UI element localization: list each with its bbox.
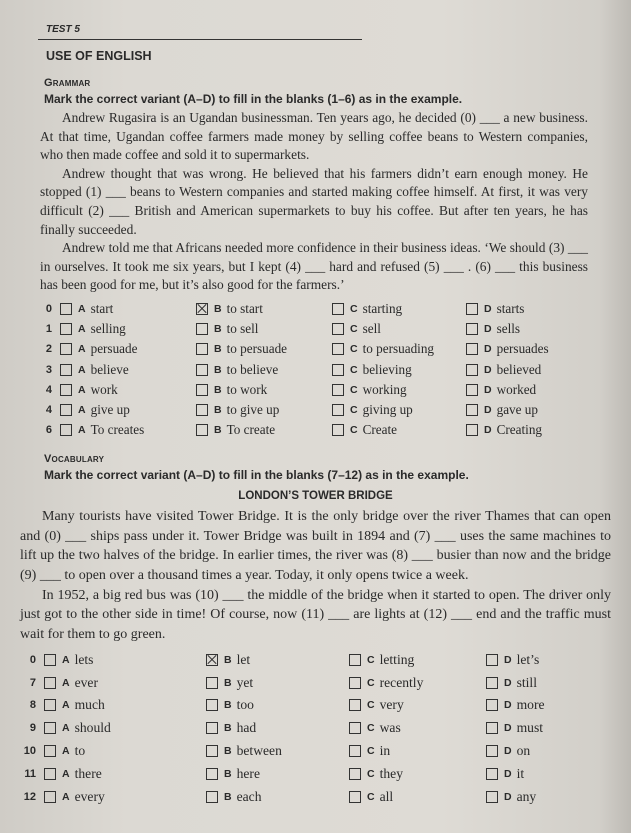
passage-paragraph: Andrew Rugasira is an Ugandan businessman. Ten years ago, he decided (0) ___ a new business. At that time, Ugandan coffee farmers made money by selling coffee beans to Western companies, who then made coffee and sold it to supermarkets. (40, 110, 588, 163)
option-letter: A (78, 343, 86, 356)
option-letter: C (367, 722, 375, 735)
option-d[interactable] (466, 301, 596, 317)
question-number: 2 (45, 343, 52, 356)
checkbox[interactable] (466, 384, 478, 396)
option-letter: D (484, 343, 492, 356)
option-c[interactable] (332, 341, 466, 357)
option-letter: A (78, 363, 86, 376)
option-letter: B (224, 676, 232, 689)
checkbox[interactable] (486, 791, 498, 803)
passage-paragraph: Andrew thought that was wrong. He believed that his farmers didn’t earn enough money. He stopped (1) ___ beans to Western companies and started making coffee himself. At first, it was very difficult (2) ___ British and American supermarkets to buy his coffee. But after ten years, he has finally succeeded. (40, 165, 588, 237)
option-letter: C (350, 323, 358, 336)
option-text: let (236, 651, 251, 667)
option-b[interactable] (206, 766, 349, 782)
option-text: to (74, 742, 86, 758)
option-letter: C (350, 403, 358, 416)
checkbox[interactable] (60, 404, 72, 416)
option-letter: B (214, 424, 222, 437)
checkbox[interactable] (60, 323, 72, 335)
option-c[interactable] (332, 422, 466, 438)
option-text: very (379, 697, 404, 713)
option-b[interactable] (196, 321, 332, 337)
option-text: any (516, 788, 537, 804)
option-text: sell (362, 321, 381, 337)
question-row (36, 380, 611, 400)
option-letter: A (62, 676, 70, 689)
checkbox[interactable] (206, 768, 218, 780)
option-a[interactable] (44, 720, 206, 736)
option-letter: A (78, 403, 86, 416)
option-b[interactable] (206, 789, 349, 805)
checkbox[interactable] (349, 722, 361, 734)
option-b[interactable] (196, 301, 332, 317)
option-text: work (90, 381, 118, 397)
option-letter: B (224, 767, 232, 780)
option-d[interactable] (466, 362, 596, 378)
story-title: LONDON’S TOWER BRIDGE (238, 490, 393, 503)
option-text: ever (74, 674, 98, 690)
option-letter: A (62, 790, 70, 803)
option-letter: A (78, 383, 86, 396)
checkbox[interactable] (44, 699, 56, 711)
option-letter: B (214, 363, 222, 376)
option-text: recently (379, 674, 424, 690)
checkbox[interactable] (349, 677, 361, 689)
option-letter: A (62, 744, 70, 757)
option-letter: B (214, 343, 222, 356)
option-text: must (516, 720, 544, 736)
option-a[interactable] (60, 341, 196, 357)
question-number: 7 (29, 676, 36, 689)
grammar-options (36, 299, 611, 440)
option-text: To creates (90, 422, 145, 438)
option-d[interactable] (486, 697, 606, 713)
option-letter: C (367, 653, 375, 666)
checkbox[interactable] (196, 323, 208, 335)
passage-paragraph: Andrew told me that Africans needed more confidence in their business ideas. ‘We should (3) ___ in ourselves. It took me six years, but I kept (4) ___ hard and refused (5) ___ . (6) ___ this business has been good for me, but it’s also good for the farmers.’ (40, 240, 588, 293)
checkbox[interactable] (44, 722, 56, 734)
test-label: TEST 5 (46, 24, 80, 35)
option-letter: B (224, 744, 232, 757)
option-text: letting (379, 651, 415, 667)
checkbox[interactable] (196, 343, 208, 355)
option-letter: C (350, 343, 358, 356)
checkbox[interactable] (206, 791, 218, 803)
option-c[interactable] (349, 743, 486, 759)
option-letter: D (504, 699, 512, 712)
option-text: on (516, 742, 531, 758)
option-text: believed (496, 361, 542, 377)
option-d[interactable] (486, 766, 606, 782)
vocabulary-heading: Vocabulary (44, 453, 105, 466)
question-row (20, 694, 611, 717)
checkbox[interactable] (466, 343, 478, 355)
option-c[interactable] (349, 789, 486, 805)
question-number: 8 (29, 699, 36, 712)
option-letter: B (214, 323, 222, 336)
section-title: USE OF ENGLISH (46, 49, 152, 63)
question-row (20, 717, 611, 740)
grammar-passage (40, 109, 588, 295)
option-letter: C (367, 744, 375, 757)
option-text: to give up (226, 401, 280, 417)
option-letter: A (78, 323, 86, 336)
option-letter: D (504, 722, 512, 735)
checkbox[interactable] (206, 699, 218, 711)
checkbox[interactable] (60, 364, 72, 376)
question-row (36, 360, 611, 380)
checkbox[interactable] (332, 384, 344, 396)
option-letter: D (484, 403, 492, 416)
option-text: was (379, 720, 401, 736)
option-b[interactable] (196, 402, 332, 418)
option-text: had (236, 720, 257, 736)
option-b[interactable] (206, 652, 349, 668)
question-number: 6 (45, 424, 52, 437)
option-a[interactable] (60, 382, 196, 398)
checked-checkbox[interactable] (196, 303, 208, 315)
option-letter: D (504, 744, 512, 757)
option-a[interactable] (44, 675, 206, 691)
option-a[interactable] (60, 301, 196, 317)
option-b[interactable] (196, 362, 332, 378)
option-text: gave up (496, 401, 538, 417)
option-letter: D (484, 383, 492, 396)
option-c[interactable] (349, 652, 486, 668)
option-d[interactable] (466, 341, 596, 357)
header-divider (38, 39, 362, 40)
question-row (20, 785, 611, 808)
option-d[interactable] (466, 422, 596, 438)
option-letter: B (224, 722, 232, 735)
checkbox[interactable] (60, 303, 72, 315)
checkbox[interactable] (349, 745, 361, 757)
option-text: in (379, 742, 391, 758)
option-c[interactable] (332, 301, 466, 317)
option-c[interactable] (332, 382, 466, 398)
option-letter: B (224, 699, 232, 712)
option-b[interactable] (206, 675, 349, 691)
option-letter: A (62, 722, 70, 735)
option-letter: A (78, 303, 86, 316)
checkbox[interactable] (349, 699, 361, 711)
option-a[interactable] (60, 321, 196, 337)
checkbox[interactable] (44, 745, 56, 757)
question-number: 0 (29, 653, 36, 666)
option-b[interactable] (206, 697, 349, 713)
checkbox[interactable] (466, 303, 478, 315)
option-text: to believe (226, 361, 279, 377)
option-text: it (516, 765, 525, 781)
option-c[interactable] (332, 321, 466, 337)
option-c[interactable] (332, 362, 466, 378)
option-letter: B (214, 383, 222, 396)
option-letter: C (350, 383, 358, 396)
question-number: 12 (23, 790, 36, 803)
option-letter: D (504, 653, 512, 666)
option-text: should (74, 720, 111, 736)
option-letter: C (367, 699, 375, 712)
option-text: too (236, 697, 254, 713)
question-row (36, 400, 611, 420)
option-text: lets (74, 651, 94, 667)
option-d[interactable] (486, 789, 606, 805)
option-text: more (516, 697, 545, 713)
option-letter: D (484, 323, 492, 336)
checkbox[interactable] (206, 722, 218, 734)
option-b[interactable] (206, 720, 349, 736)
question-row (20, 740, 611, 763)
option-text: starting (362, 301, 403, 317)
option-text: let’s (516, 651, 540, 667)
checkbox[interactable] (60, 424, 72, 436)
checkbox[interactable] (349, 768, 361, 780)
option-d[interactable] (466, 402, 596, 418)
checkbox[interactable] (196, 424, 208, 436)
checkbox[interactable] (196, 404, 208, 416)
checkbox[interactable] (349, 791, 361, 803)
checkbox[interactable] (486, 677, 498, 689)
option-text: all (379, 788, 394, 804)
checkbox[interactable] (332, 343, 344, 355)
option-letter: C (367, 676, 375, 689)
option-text: between (236, 742, 282, 758)
question-row (20, 762, 611, 785)
option-text: still (516, 674, 537, 690)
question-row (36, 319, 611, 339)
option-text: there (74, 765, 102, 781)
checkbox[interactable] (44, 654, 56, 666)
option-c[interactable] (349, 720, 486, 736)
question-row (20, 648, 611, 671)
option-c[interactable] (349, 697, 486, 713)
option-letter: D (484, 424, 492, 437)
option-a[interactable] (44, 697, 206, 713)
option-text: to start (226, 301, 263, 317)
option-letter: B (214, 403, 222, 416)
option-text: starts (496, 301, 525, 317)
option-a[interactable] (60, 362, 196, 378)
question-number: 4 (45, 383, 52, 396)
question-number: 1 (45, 323, 52, 336)
option-text: Creating (496, 422, 543, 438)
option-letter: A (62, 653, 70, 666)
option-letter: B (224, 790, 232, 803)
option-d[interactable] (466, 321, 596, 337)
checkbox[interactable] (466, 424, 478, 436)
option-letter: C (367, 790, 375, 803)
option-d[interactable] (466, 382, 596, 398)
option-a[interactable] (44, 652, 206, 668)
checkbox[interactable] (332, 404, 344, 416)
option-text: believing (362, 361, 412, 377)
option-d[interactable] (486, 720, 606, 736)
option-text: they (379, 765, 403, 781)
checkbox[interactable] (44, 677, 56, 689)
option-text: persuades (496, 341, 549, 357)
question-number: 11 (24, 767, 36, 780)
checkbox[interactable] (332, 424, 344, 436)
option-c[interactable] (349, 766, 486, 782)
option-text: working (362, 381, 407, 397)
question-row (36, 420, 611, 440)
option-c[interactable] (349, 675, 486, 691)
checkbox[interactable] (466, 364, 478, 376)
option-text: giving up (362, 401, 413, 417)
option-letter: D (504, 676, 512, 689)
option-text: give up (90, 401, 130, 417)
option-d[interactable] (486, 743, 606, 759)
option-text: each (236, 788, 262, 804)
option-letter: D (504, 790, 512, 803)
option-a[interactable] (44, 766, 206, 782)
option-letter: B (224, 653, 232, 666)
vocabulary-instruction: Mark the correct variant (A–D) to fill in the blanks (7–12) as in the example. (44, 468, 469, 483)
question-number: 3 (45, 363, 52, 376)
option-b[interactable] (196, 341, 332, 357)
checkbox[interactable] (60, 343, 72, 355)
checkbox[interactable] (486, 745, 498, 757)
option-a[interactable] (44, 789, 206, 805)
checkbox[interactable] (466, 404, 478, 416)
vocabulary-options (20, 648, 611, 808)
option-a[interactable] (60, 422, 196, 438)
question-row (20, 671, 611, 694)
question-row (36, 339, 611, 359)
checkbox[interactable] (466, 323, 478, 335)
checkbox[interactable] (196, 384, 208, 396)
option-b[interactable] (196, 382, 332, 398)
option-text: believe (90, 361, 129, 377)
option-letter: A (78, 424, 86, 437)
checkbox[interactable] (332, 323, 344, 335)
checkbox[interactable] (60, 384, 72, 396)
option-c[interactable] (332, 402, 466, 418)
question-number: 0 (45, 303, 52, 316)
option-letter: D (484, 363, 492, 376)
option-letter: C (350, 303, 358, 316)
option-text: to sell (226, 321, 259, 337)
question-number: 10 (23, 744, 36, 757)
option-letter: A (62, 699, 70, 712)
option-b[interactable] (206, 743, 349, 759)
option-a[interactable] (60, 402, 196, 418)
option-letter: C (350, 363, 358, 376)
option-text: selling (90, 321, 126, 337)
option-text: to persuading (362, 341, 435, 357)
grammar-heading: Grammar (44, 77, 91, 89)
checkbox[interactable] (349, 654, 361, 666)
option-text: Create (362, 422, 398, 438)
option-a[interactable] (44, 743, 206, 759)
option-text: yet (236, 674, 254, 690)
option-letter: C (367, 767, 375, 780)
option-letter: C (350, 424, 358, 437)
checkbox[interactable] (486, 722, 498, 734)
option-d[interactable] (486, 652, 606, 668)
question-number: 9 (29, 722, 36, 735)
option-letter: D (484, 303, 492, 316)
question-number: 4 (45, 403, 52, 416)
option-text: to persuade (226, 341, 288, 357)
option-text: much (74, 697, 105, 713)
checkbox[interactable] (206, 745, 218, 757)
checkbox[interactable] (486, 699, 498, 711)
checkbox[interactable] (196, 364, 208, 376)
option-b[interactable] (196, 422, 332, 438)
checkbox[interactable] (486, 654, 498, 666)
option-text: persuade (90, 341, 138, 357)
option-text: to work (226, 381, 268, 397)
checkbox[interactable] (44, 791, 56, 803)
option-text: start (90, 301, 114, 317)
option-text: here (236, 765, 260, 781)
checked-checkbox[interactable] (206, 654, 218, 666)
question-row (36, 299, 611, 319)
checkbox[interactable] (44, 768, 56, 780)
checkbox[interactable] (486, 768, 498, 780)
grammar-instruction: Mark the correct variant (A–D) to fill in the blanks (1–6) as in the example. (44, 92, 463, 106)
option-letter: B (214, 303, 222, 316)
option-text: To create (226, 422, 276, 438)
option-letter: D (504, 767, 512, 780)
vocabulary-passage (20, 507, 611, 644)
checkbox[interactable] (332, 303, 344, 315)
option-letter: A (62, 767, 70, 780)
passage-paragraph: Many tourists have visited Tower Bridge. It is the only bridge over the river Thames that can open and (0) ___ ships pass under it. Tower Bridge was built in 1894 and (7) ___ uses the same machines to lift up the two halves of the bridge. In earlier times, the river was (8) ___ busier than now and the bridge (9) ___ to open over a thousand times a year. Today, it only opens twice a week. (20, 509, 611, 584)
option-text: sells (496, 321, 521, 337)
passage-paragraph: In 1952, a big red bus was (10) ___ the middle of the bridge when it started to open. The driver only just got to the other side in time! Of course, now (11) ___ are lights at (12) ___ end and the traffic must wait for them to go green. (20, 587, 611, 642)
option-text: worked (496, 381, 537, 397)
option-d[interactable] (486, 675, 606, 691)
checkbox[interactable] (206, 677, 218, 689)
checkbox[interactable] (332, 364, 344, 376)
option-text: every (74, 788, 105, 804)
